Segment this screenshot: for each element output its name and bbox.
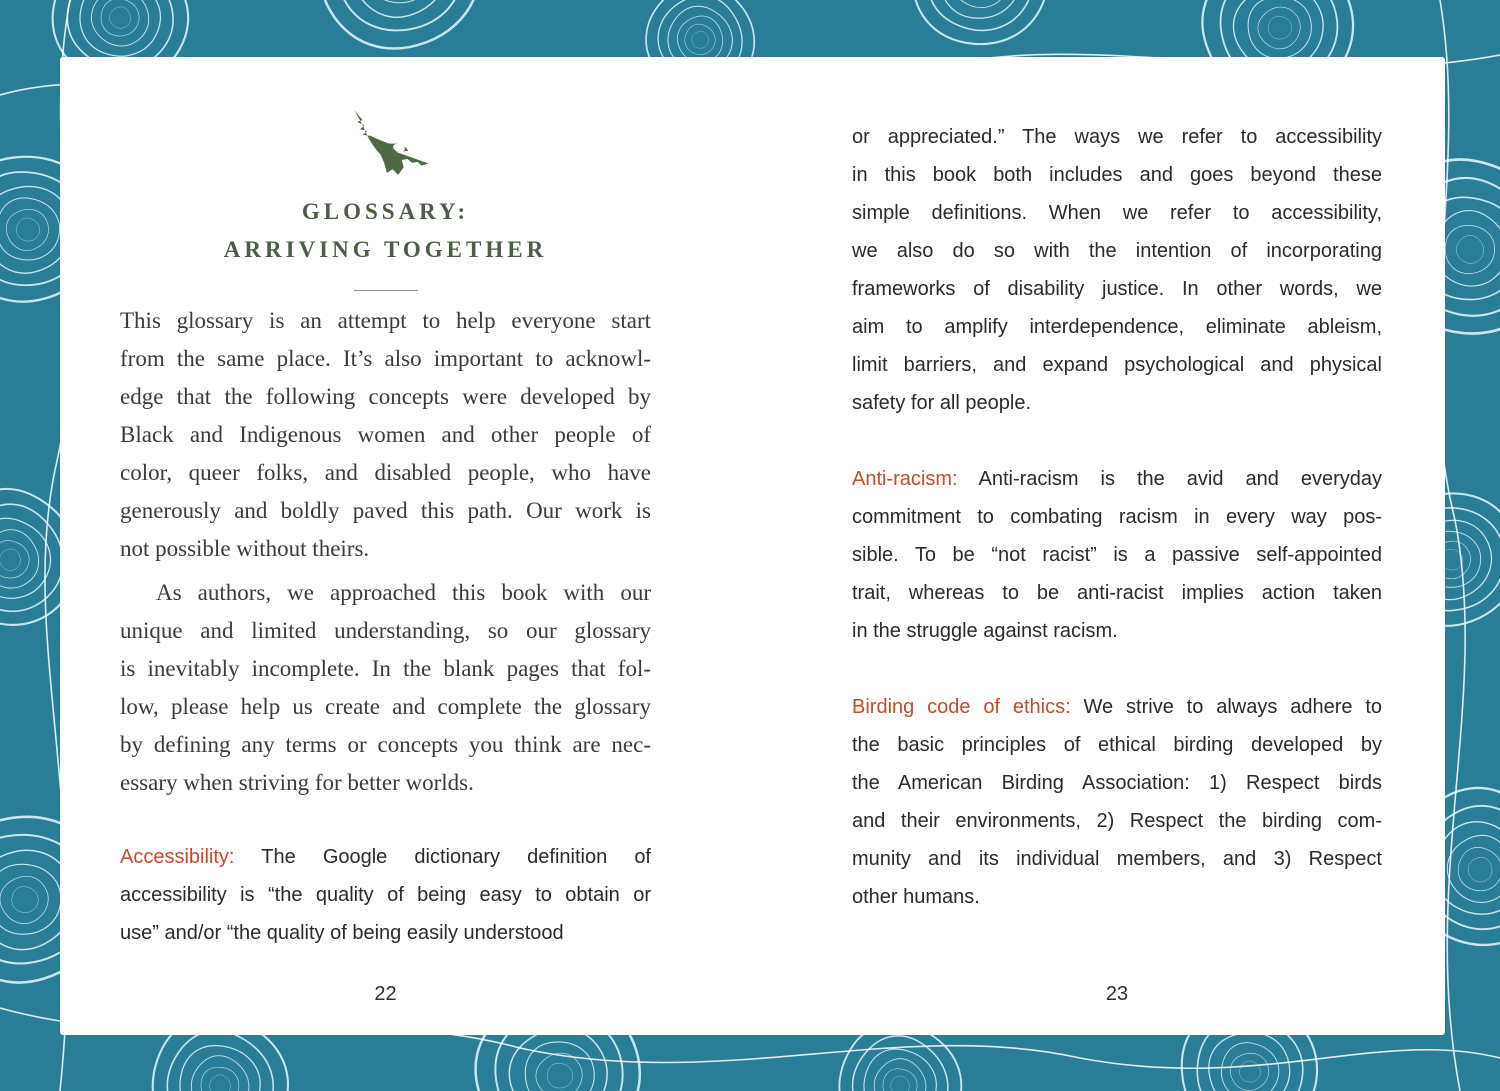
intro-paragraph-2 (120, 574, 651, 802)
text-line: in this book both includes and goes beyond these (852, 164, 1382, 186)
text-line: frameworks of disability justice. In other words, we (852, 278, 1382, 300)
text-line: and their environments, 2) Respect the birding com- (852, 810, 1382, 832)
text-line: in the struggle against racism. (852, 620, 1118, 642)
text-line: Accessibility: The Google dictionary definition of (120, 846, 651, 868)
intro-paragraph-1 (120, 302, 651, 568)
text-line: unique and limited understanding, so our glossary (120, 618, 651, 643)
text-line: essary when striving for better worlds. (120, 770, 474, 795)
text-line: Birding code of ethics: We strive to always adhere to (852, 696, 1383, 718)
glossary-title-line2: ARRIVING TOGETHER (223, 237, 548, 262)
text-line: limit barriers, and expand psychological and physical (852, 354, 1382, 376)
entry-term: Anti-racism: (852, 468, 958, 490)
text-line: Anti-racism: Anti-racism is the avid and everyday (852, 468, 1382, 490)
entry-term: Accessibility: (120, 846, 235, 868)
text-line: the American Birding Association: 1) Respect birds (852, 772, 1382, 794)
right-page (852, 57, 1382, 1035)
text-line: safety for all people. (852, 392, 1031, 414)
left-page (120, 57, 651, 1035)
text-line: aim to amplify interdependence, eliminate ableism, (852, 316, 1382, 338)
text-line: As authors, we approached this book with our (156, 580, 651, 605)
glossary-title-line1: GLOSSARY: (301, 199, 470, 224)
text-line: simple definitions. When we refer to accessibility, (852, 202, 1382, 224)
text-line: low, please help us create and complete the glossary (120, 694, 651, 719)
soaring-hawk-icon (339, 106, 433, 186)
text-line: the basic principles of ethical birding developed by (852, 734, 1382, 756)
book-page-white (60, 57, 1445, 1035)
accessibility-continuation (852, 118, 1382, 422)
text-line: accessibility is “the quality of being easy to obtain or (120, 884, 651, 906)
entry-term: Birding code of ethics: (852, 696, 1071, 718)
text-line: generously and boldly paved this path. Our work is (120, 498, 651, 523)
text-line: we also do so with the intention of incorporating (852, 240, 1382, 262)
text-line: color, queer folks, and disabled people, who have (120, 460, 651, 485)
text-line: trait, whereas to be anti-racist implies action taken (852, 582, 1382, 604)
text-line: edge that the following concepts were developed by (120, 384, 651, 409)
glossary-title (120, 193, 651, 269)
text-line: by defining any terms or concepts you think are nec- (120, 732, 651, 757)
text-line: sible. To be “not racist” is a passive self-appointed (852, 544, 1382, 566)
text-line: This glossary is an attempt to help everyone start (120, 308, 651, 333)
page-number-right: 23 (1105, 983, 1129, 1005)
heading-divider (354, 290, 418, 291)
text-line: from the same place. It’s also important to acknowl- (120, 346, 651, 371)
text-line: commitment to combating racism in every way pos- (852, 506, 1382, 528)
glossary-entry-birding-code (852, 688, 1382, 916)
text-line: Black and Indigenous women and other people of (120, 422, 651, 447)
text-line: use” and/or “the quality of being easily understood (120, 922, 564, 944)
page-number-left: 22 (374, 983, 397, 1005)
text-line: other humans. (852, 886, 980, 908)
glossary-entry-accessibility (120, 838, 651, 952)
text-line: is inevitably incomplete. In the blank pages that fol- (120, 656, 651, 681)
text-line: not possible without theirs. (120, 536, 370, 561)
text-line: or appreciated.” The ways we refer to accessibility (852, 126, 1382, 148)
glossary-entry-anti-racism (852, 460, 1382, 650)
text-line: munity and its individual members, and 3) Respect (852, 848, 1382, 870)
